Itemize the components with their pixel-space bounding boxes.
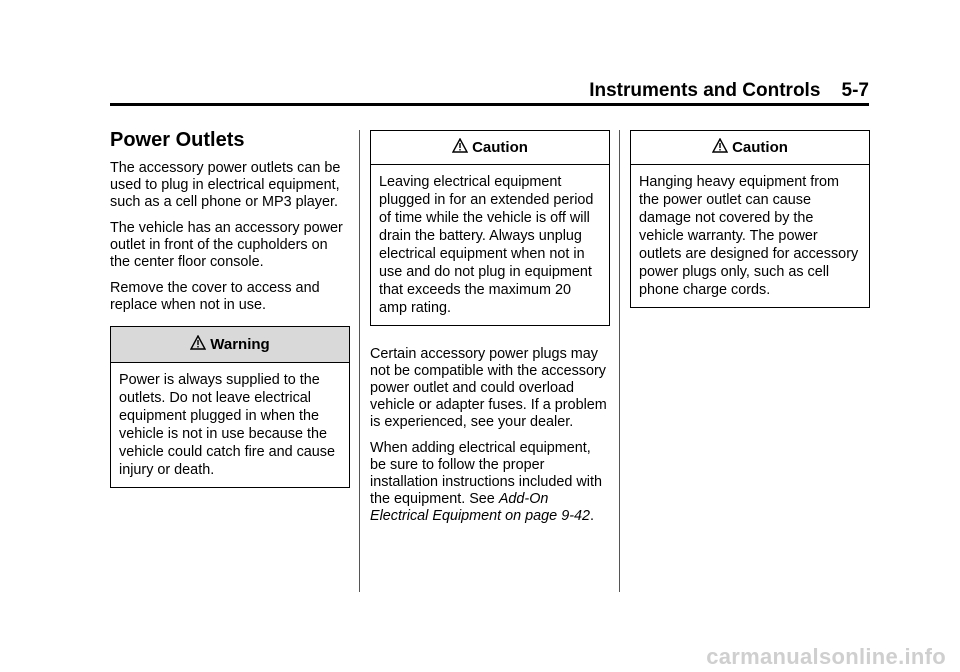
paragraph: Remove the cover to access and replace when not in use. — [110, 280, 320, 313]
caution-text: Hanging heavy equipment from the power outlet can cause damage not covered by the vehicle warranty. The power outlets are designed for accessory power plugs only, such as cell phone charge cords. — [639, 174, 859, 298]
caution-box — [370, 130, 610, 326]
alert-triangle-icon — [190, 335, 206, 355]
caution-header — [631, 131, 869, 165]
caution-header — [371, 131, 609, 165]
alert-triangle-icon — [452, 138, 468, 158]
page-header — [110, 80, 869, 104]
header-title — [589, 80, 869, 102]
column-divider — [359, 130, 360, 592]
caution-body — [371, 165, 609, 325]
warning-box — [110, 326, 350, 488]
section-title: Power Outlets — [110, 129, 245, 151]
paragraph: Certain accessory power plugs may not be compatible with the accessory power outlet and could overload vehicle or adapter fuses. If a problem is experienced, see your dealer. — [370, 346, 607, 430]
header-rule — [110, 103, 869, 106]
warning-label: Warning — [210, 336, 270, 353]
alert-triangle-icon — [712, 138, 728, 158]
paragraph: The vehicle has an accessory power outlet in front of the cupholders on the center floor console. — [110, 220, 343, 270]
caution-label: Caution — [732, 139, 788, 156]
paragraph-end: . — [590, 508, 594, 524]
watermark: carmanualsonline.info — [706, 644, 946, 669]
caution-label: Caution — [472, 139, 528, 156]
warning-header — [111, 327, 349, 363]
column-3 — [630, 130, 870, 308]
paragraph: The accessory power outlets can be used to plug in electrical equipment, such as a cell phone or MP3 player. — [110, 160, 341, 210]
paragraph — [370, 440, 610, 525]
header-section: Instruments and Controls — [589, 80, 821, 101]
column-divider — [619, 130, 620, 592]
column-1 — [110, 120, 350, 488]
caution-text: Leaving electrical equipment plugged in for an extended period of time while the vehicle is off will drain the battery. Always unplug electrical equipment when not in use and do not plug in equipment that exceeds the maximum 20 amp rating. — [379, 174, 594, 316]
column-2 — [370, 130, 610, 534]
warning-text: Power is always supplied to the outlets. Do not leave electrical equipment plugged in when the vehicle is not in use because the vehicle could catch fire and cause injury or death. — [119, 372, 335, 478]
paragraph-text: When adding electrical equipment, be sure to follow the proper installation instructions included with the equipment. See — [370, 440, 602, 507]
page-number: 5-7 — [841, 80, 869, 101]
warning-body — [111, 363, 349, 487]
caution-body — [631, 165, 869, 307]
caution-box — [630, 130, 870, 308]
cross-reference: Add-On Electrical Equipment on page 9-42 — [370, 491, 590, 524]
